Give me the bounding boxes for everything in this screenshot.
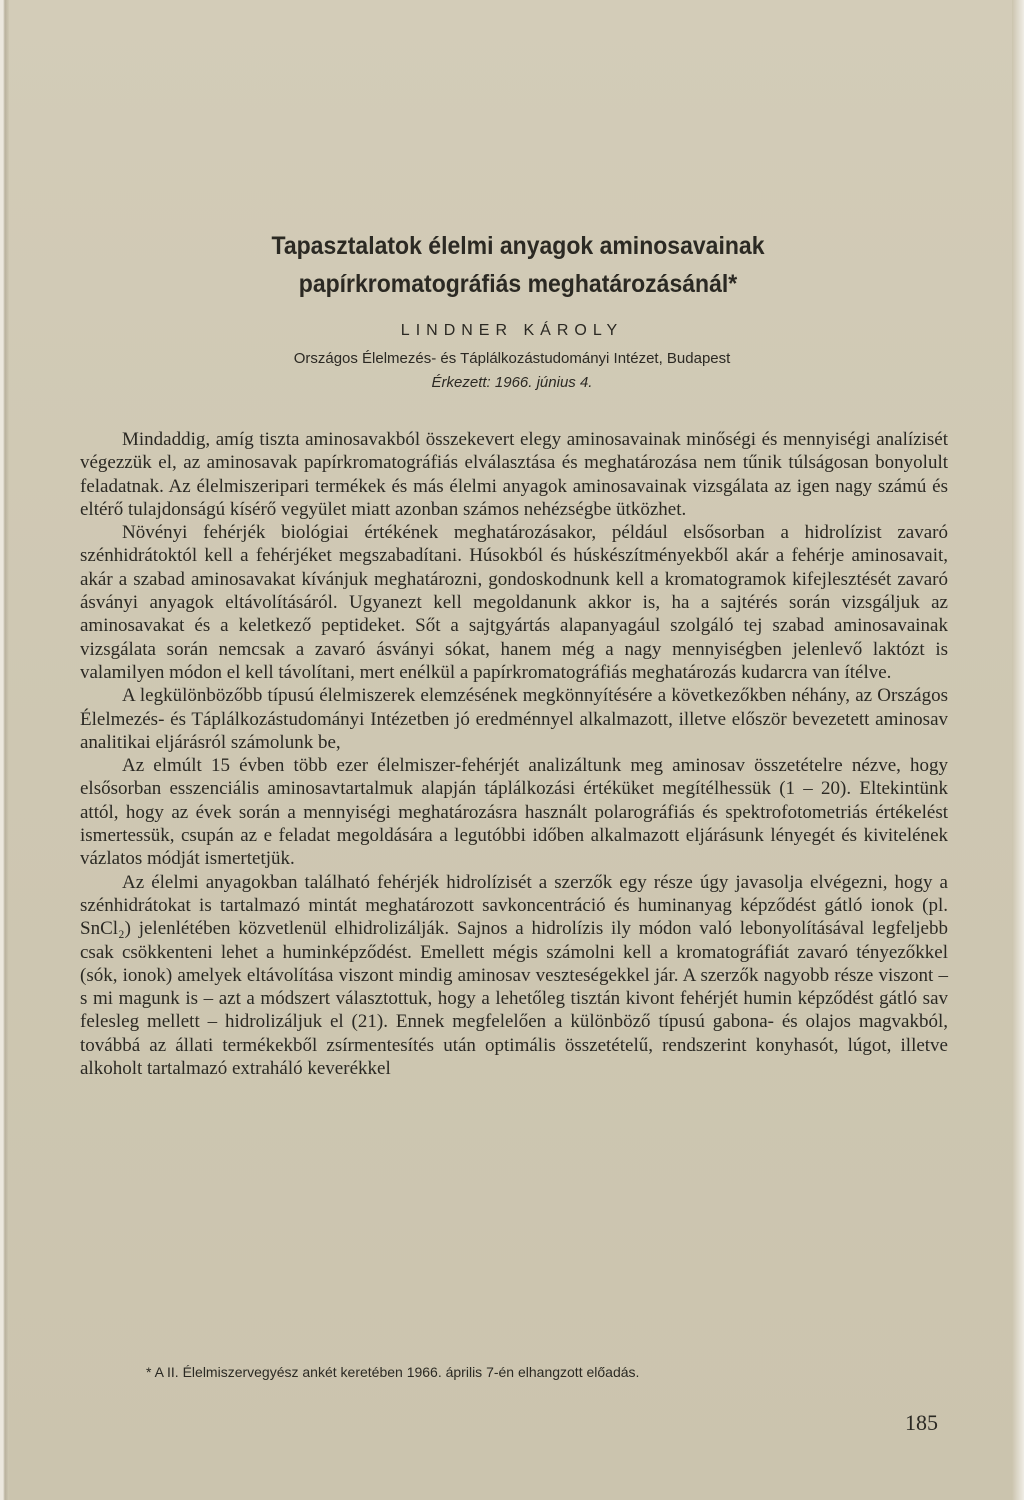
article-body: [80, 428, 948, 1080]
article-title-line-1: Tapasztalatok élelmi anyagok aminosavainak: [271, 232, 765, 260]
body-paragraph-1: Mindaddig, amíg tiszta aminosavakból összekevert elegy aminosavainak minőségi és mennyiségi analízisét végezzük el, az aminosavak papírkromatográfiás elválasztása és meghatározása nem tűnik túlságosan bonyolult feladatnak. Az élelmiszeripari termékek és más élelmi anyagok aminosavainak vizsgálata az igen nagy számú és eltérő tulajdonságú kísérő vegyület miatt azonban számos nehézségbe ütközhet.: [80, 429, 948, 520]
page-number: 185: [905, 1410, 938, 1435]
received-date: Érkezett: 1966. június 4.: [431, 374, 593, 391]
footnote: * A II. Élelmiszervegyész ankét keretében 1966. április 7-én elhangzott előadás.: [146, 1364, 640, 1380]
author-institution: Országos Élelmezés- és Táplálkozástudományi Intézet, Budapest: [293, 350, 731, 367]
body-paragraph-3: A legkülönbözőbb típusú élelmiszerek elemzésének megkönnyítésére a következőkben néhány, az Országos Élelmezés- és Táplálkozástudományi Intézetben jó eredménnyel alkalmazott, illetve először bevezetett aminosav analitikai eljárásról számolunk be,: [80, 685, 948, 753]
body-paragraph-5: Az élelmi anyagokban található fehérjék hidrolízisét a szerzők egy része úgy javasolja elvégezni, hogy a szénhidrátokat is tartalmazó mintát meghatározott savkoncentráció és huminanyag képződést gátló ionok (pl. SnCl₂) jelenlétében közvetlenül elhidrolizálják. Sajnos a hidrolízis ily módon való lebonyolításával legfeljebb csak csökkenteni lehet a huminképződést. Emellett mégis számolni kell a kromatográfiát zavaró tényezőkkel (sók, ionok) amelyek eltávolítása viszont mindig aminosav veszteségekkel jár. A szerzők nagyobb része viszont – s mi magunk is – azt a módszert választottuk, hogy a lehetőleg tisztán kivont fehérjét humin képződést gátló sav felesleg mellett – hidrolizáljuk el (21). Ennek megfelelően a különböző típusú gabona- és olajos magvakból, továbbá az állati termékekből zsírmentesítés után optimális összetételű, rendszerint konyhasót, lúgot, illetve alkoholt tartalmazó extraháló keverékkel: [80, 871, 948, 1080]
body-paragraph-2: Növényi fehérjék biológiai értékének meghatározásakor, például elsősorban a hidrolízist zavaró szénhidrátoktól kell a fehérjéket megszabadítani. Húsokból és húskészítményekből akár a fehérje aminosavait, akár a szabad aminosavakat kívánjuk meghatározni, gondoskodnunk kell a kromatogramok kifejlesztését zavaró ásványi anyagok eltávolításáról. Ugyanezt kell megoldanunk akkor is, ha a sajtérés során vizsgáljuk az aminosavakat és a keletkező peptideket. Sőt a sajtgyártás alapanyagául szolgáló tej szabad aminosavainak vizsgálata során nemcsak a zavaró ásványi sókat, hanem még a nagy mennyiségben jelenlevő laktózt is valamilyen módon el kell távolítani, mert enélkül a papírkromatográfiás meghatározás kudarcra van ítélve.: [80, 522, 948, 683]
page-left-edge: [0, 0, 9, 1500]
author-name: LINDNER KÁROLY: [400, 322, 624, 339]
body-paragraph-4: Az elmúlt 15 évben több ezer élelmiszer-fehérjét analizáltunk meg aminosav összetételre nézve, hogy elsősorban esszenciális aminosavtartalmuk alapján táplálkozási értéküket megítélhessük (1 – 20). Eltekintünk attól, hogy az évek során a mennyiségi meghatározásra használt polarográfiás és spektrofotometriás értékelést ismertessük, csupán az e feladat megoldására a legutóbbi időben alkalmazott eljárásunk lényegét és kivitelének vázlatos módját ismertetjük.: [80, 755, 948, 870]
page-right-edge: [1012, 0, 1024, 1500]
article-title-line-2: papírkromatográfiás meghatározásánál*: [298, 270, 738, 298]
